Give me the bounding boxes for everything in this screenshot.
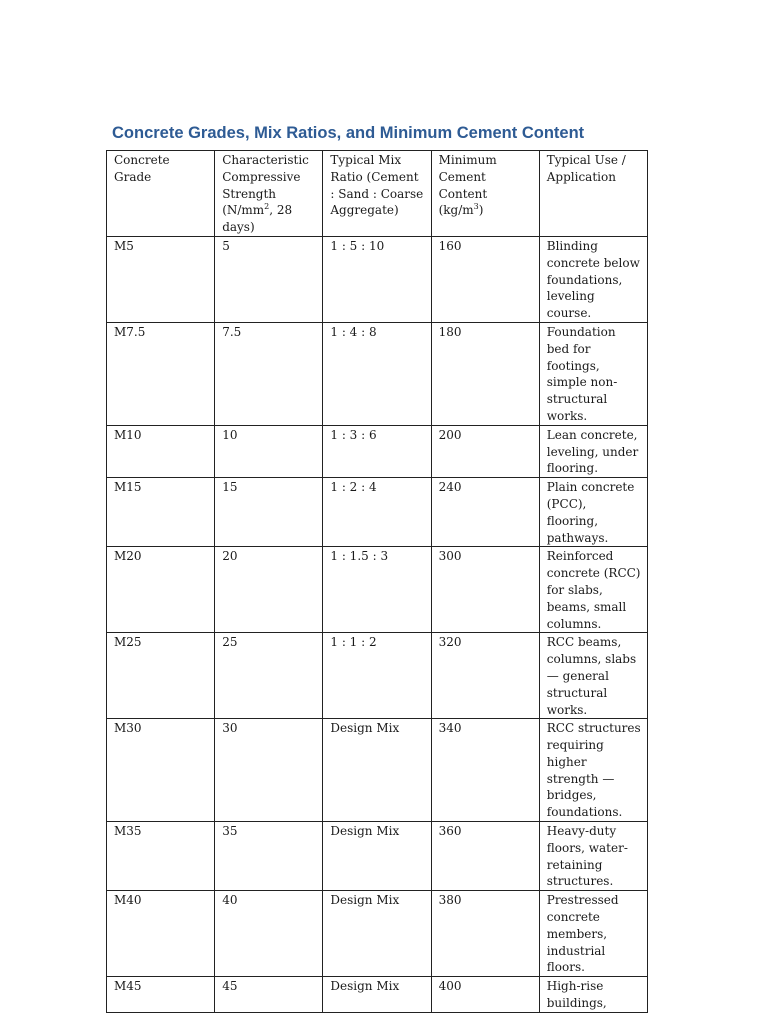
cell-mix-ratio: 1 : 4 : 8 [323, 322, 431, 425]
table-row [107, 822, 648, 891]
cell-grade: M45 [107, 977, 215, 1013]
table-row [107, 478, 648, 547]
cell-grade: M30 [107, 719, 215, 822]
cell-grade: M15 [107, 478, 215, 547]
cell-grade: M20 [107, 547, 215, 633]
document-title: Concrete Grades, Mix Ratios, and Minimum Cement Content [112, 124, 585, 142]
cell-cement-content: 400 [431, 977, 539, 1013]
header-strength: Characteristic Compressive Strength ($N/mm^2$, 28 days) [215, 151, 323, 237]
cell-use: Heavy-duty floors, water-retaining structures. [539, 822, 647, 891]
cell-strength: 7.5 [215, 322, 323, 425]
cell-cement-content: 240 [431, 478, 539, 547]
cell-cement-content: 180 [431, 322, 539, 425]
table-row [107, 547, 648, 633]
cell-grade: M35 [107, 822, 215, 891]
cell-mix-ratio: 1 : 2 : 4 [323, 478, 431, 547]
cell-grade: M40 [107, 891, 215, 977]
table-row [107, 633, 648, 719]
cell-mix-ratio: 1 : 3 : 6 [323, 425, 431, 477]
table-row [107, 425, 648, 477]
cell-grade: M10 [107, 425, 215, 477]
cell-strength: 5 [215, 236, 323, 322]
header-mix-ratio: Typical Mix Ratio (Cement : Sand : Coarse Aggregate) [323, 151, 431, 237]
header-use: Typical Use / Application [539, 151, 647, 237]
cell-strength: 10 [215, 425, 323, 477]
cell-strength: 30 [215, 719, 323, 822]
cell-cement-content: 160 [431, 236, 539, 322]
cell-use: Prestressed concrete members, industrial floors. [539, 891, 647, 977]
cell-use: RCC structures requiring higher strength — bridges, foundations. [539, 719, 647, 822]
cell-use: Lean concrete, leveling, under flooring. [539, 425, 647, 477]
cell-cement-content: 380 [431, 891, 539, 977]
cell-use: High-rise buildings, [539, 977, 647, 1013]
cell-cement-content: 340 [431, 719, 539, 822]
cell-mix-ratio: Design Mix [323, 891, 431, 977]
cell-strength: 25 [215, 633, 323, 719]
cell-grade: M25 [107, 633, 215, 719]
cell-use: Blinding concrete below foundations, leveling course. [539, 236, 647, 322]
cell-strength: 15 [215, 478, 323, 547]
header-grade: Concrete Grade [107, 151, 215, 237]
cell-cement-content: 360 [431, 822, 539, 891]
table-row [107, 977, 648, 1013]
cell-strength: 40 [215, 891, 323, 977]
cell-mix-ratio: Design Mix [323, 977, 431, 1013]
cell-strength: 45 [215, 977, 323, 1013]
concrete-grades-table [106, 150, 648, 1013]
cell-cement-content: 200 [431, 425, 539, 477]
cell-mix-ratio: 1 : 5 : 10 [323, 236, 431, 322]
cell-use: Foundation bed for footings, simple non-structural works. [539, 322, 647, 425]
cell-mix-ratio: 1 : 1 : 2 [323, 633, 431, 719]
cell-grade: M7.5 [107, 322, 215, 425]
cell-mix-ratio: 1 : 1.5 : 3 [323, 547, 431, 633]
cell-use: RCC beams, columns, slabs — general structural works. [539, 633, 647, 719]
table-header-row [107, 151, 648, 237]
table-row [107, 719, 648, 822]
cell-strength: 20 [215, 547, 323, 633]
cell-cement-content: 300 [431, 547, 539, 633]
cell-use: Plain concrete (PCC), flooring, pathways. [539, 478, 647, 547]
cell-strength: 35 [215, 822, 323, 891]
cell-cement-content: 320 [431, 633, 539, 719]
table-row [107, 322, 648, 425]
table-row [107, 236, 648, 322]
header-cement-content: Minimum Cement Content $(kg/m^3)$ [431, 151, 539, 237]
cell-mix-ratio: Design Mix [323, 822, 431, 891]
cell-mix-ratio: Design Mix [323, 719, 431, 822]
table-row [107, 891, 648, 977]
cell-grade: M5 [107, 236, 215, 322]
cell-use: Reinforced concrete (RCC) for slabs, beams, small columns. [539, 547, 647, 633]
